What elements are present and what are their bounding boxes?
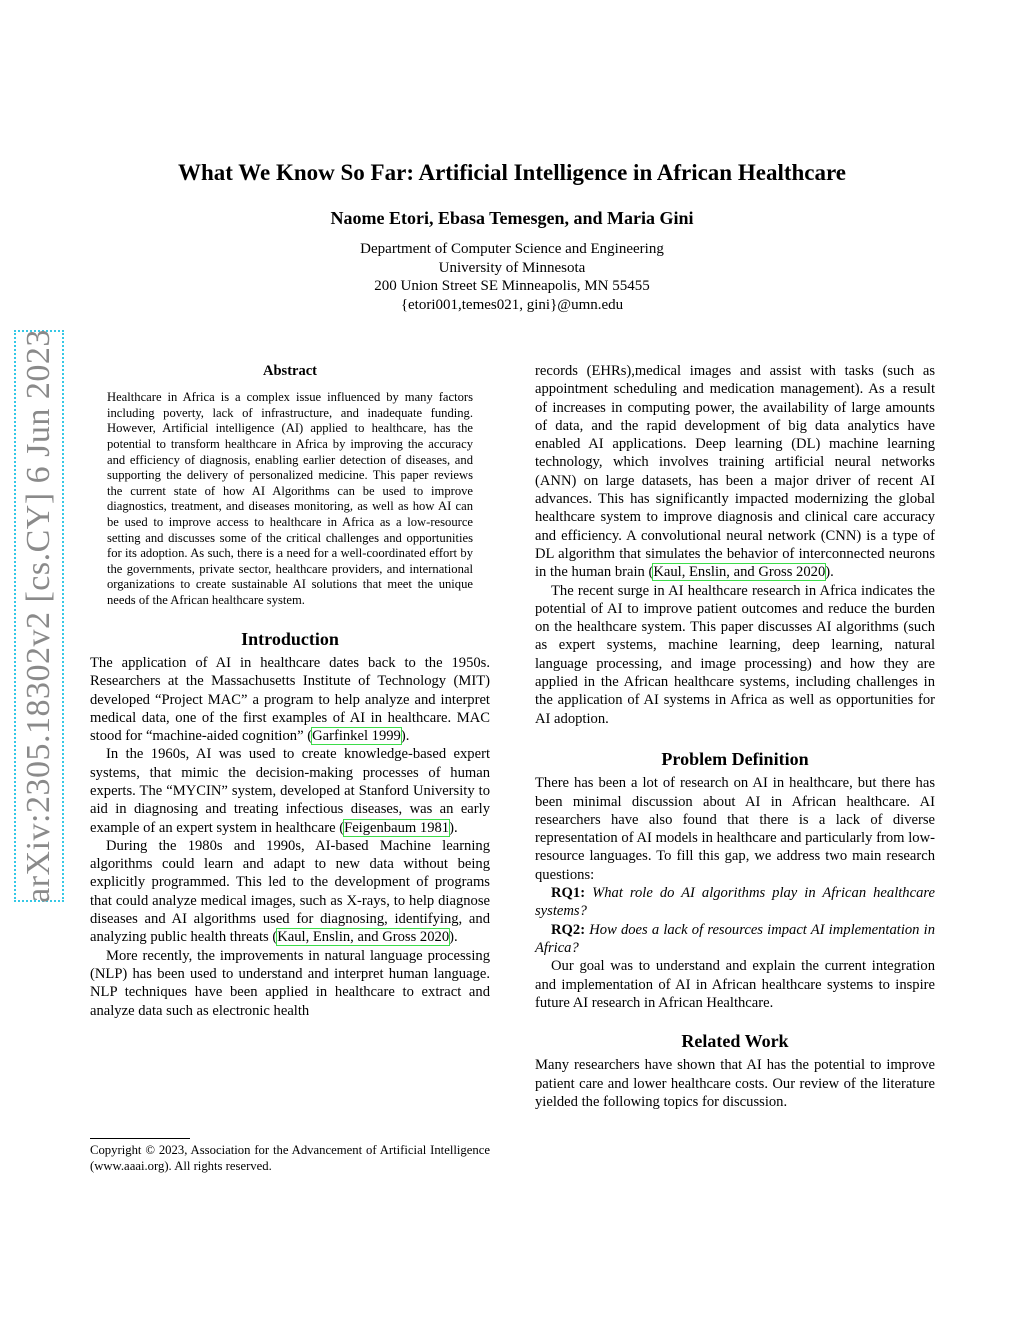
right-column (535, 362, 935, 1111)
arxiv-identifier: arXiv:2305.18302v2 [cs.CY] 6 Jun 2023 (20, 329, 57, 903)
affiliation-emails: {etori001,temes021, gini}@umn.edu (400, 296, 624, 313)
problem-definition-heading: Problem Definition (661, 748, 809, 769)
abstract-heading: Abstract (263, 363, 317, 379)
intro-p1-text: The application of AI in healthcare dates back to the 1950s. Researchers at the Massachusetts Institute of Technology (MIT) developed “Project MAC” a program to help analyze and interpret medical data, one of the first examples of AI in healthcare. MAC stood for “machine-aided cognition” ( (90, 654, 490, 745)
affiliation-university: University of Minnesota (438, 259, 586, 276)
right-p1-end: ). (825, 564, 834, 581)
intro-p2-end: ). (449, 819, 458, 836)
citation-author: Kaul, Enslin, and Gross (653, 564, 793, 581)
citation-year: 1999 (371, 728, 401, 745)
rq1-text: What role do AI algorithms play in African healthcare systems? (535, 885, 935, 920)
intro-paragraph-3 (90, 837, 490, 947)
problem-paragraph-2: Our goal was to understand and explain the current integration and implementation of AI in African healthcare systems to inspire future AI research in African Healthcare. (535, 958, 935, 1011)
intro-paragraph-1 (90, 654, 490, 745)
right-p1-text: records (EHRs),medical images and assist with tasks (such as appointment scheduling and medication management). As a result of increases in computing power, the availability of large amounts of data, and the rapid development of big data analytics have enabled AI applications. Deep learning (DL) machine learning technology, which involves training artificial neural networks (ANN) on large datasets, has been a major driver of recent AI advances. This has significantly impacted modernizing the global healthcare system to improve diagnosis and clinical care accuracy and efficiency. A convolutional neural network (CNN) is a type of DL algorithm that simulates the behavior of interconnected neurons in the human brain ( (535, 363, 935, 581)
research-question-1 (535, 884, 935, 921)
problem-paragraph-1: There has been a lot of research on AI in healthcare, but there has been minimal discussion about AI in African healthcare. AI researchers have also found that there is a lack of diverse representation of AI models in healthcare and particularly from low-resource languages. To fill this gap, we address two main research questions: (535, 775, 935, 883)
citation-link[interactable] (344, 820, 449, 836)
left-column (90, 362, 490, 1020)
citation-author: Garfinkel (312, 728, 368, 745)
citation-author: Feigenbaum (344, 819, 417, 836)
rq2-text: How does a lack of resources impact AI implementation in Africa? (535, 921, 935, 956)
paper-title: What We Know So Far: Artificial Intelligence in African Healthcare (178, 160, 846, 185)
intro-paragraph-2 (90, 745, 490, 836)
copyright-footnote: Copyright © 2023, Association for the Advancement of Artificial Intelligence (www.aaai.org). All rights reserved. (90, 1143, 490, 1173)
intro-p1-end: ). (400, 728, 410, 745)
citation-author: Kaul, Enslin, and Gross (277, 929, 417, 946)
research-question-2 (535, 921, 935, 958)
affiliation-address: 200 Union Street SE Minneapolis, MN 55455 (374, 278, 650, 294)
intro-p3-end: ). (449, 929, 458, 946)
right-paragraph-2: The recent surge in AI healthcare research in Africa indicates the potential of AI to improve patient outcomes and reduce the burden on the healthcare system. This paper discusses AI algorithms (such as expert systems, machine learning, deep learning, natural language processing, and image processing) and how they are applied in the African healthcare systems, including challenges in the application of AI systems in Africa as well as opportunities for AI adoption. (535, 582, 935, 727)
intro-p3-text: During the 1980s and 1990s, AI-based Machine learning algorithms could learn and adapt to new data without being explicitly programmed. This led to the development of programs that could analyze medical images, such as X-rays, to help diagnose diseases and AI algorithms used for diagnosing, identifying, and analyzing public health threats ( (90, 837, 490, 946)
abstract-text: Healthcare in Africa is a complex issue influenced by many factors including poverty, lack of infrastructure, and inadequate funding. However, Artificial intelligence (AI) applied to healthcare, has the potential to transform healthcare in Africa by improving the accuracy and efficiency of diagnosis, enabling earlier detection of diseases, and supporting the delivery of personalized medicine. This paper reviews the current state of how AI Algorithms can be used to improve diagnostics, treatment, and diseases monitoring, as well as how AI can be used to improve access to healthcare in Africa as a low-resource setting and discusses some of the critical challenges and opportunities for its adoption. As such, there is a need for a well-coordinated effort by the governments, private sector, healthcare providers, and international organizations to create sustainable AI solutions that meet the unique needs of the African healthcare system. (107, 390, 473, 608)
affiliation-department: Department of Computer Science and Engineering (360, 241, 664, 257)
citation-year: 2020 (419, 929, 450, 946)
related-work-paragraph-1: Many researchers have shown that AI has the potential to improve patient care and lower healthcare costs. Our review of the literature yielded the following topics for discussion. (535, 1057, 935, 1110)
citation-year: 1981 (419, 819, 450, 836)
citation-link[interactable] (277, 929, 449, 945)
intro-paragraph-4: More recently, the improvements in natural language processing (NLP) has been used to understand and interpret human language. NLP techniques have been applied in healthcare to extract and analyze data such as electronic health (90, 947, 490, 1019)
rq1-label: RQ1: (551, 885, 586, 902)
citation-link[interactable] (653, 564, 825, 580)
affiliation-block (0, 240, 1024, 314)
introduction-heading: Introduction (241, 628, 339, 649)
intro-p2-text: In the 1960s, AI was used to create knowledge-based expert systems, that mimic the decision-making processes of human experts. The “MYCIN” system, developed at Stanford University to aid in diagnosing and treating infectious diseases, was an early example of an expert system in healthcare ( (90, 746, 490, 836)
related-work-heading: Related Work (681, 1031, 789, 1052)
citation-link[interactable] (312, 728, 401, 744)
right-paragraph-1 (535, 362, 935, 582)
citation-year: 2020 (796, 564, 826, 581)
rq2-label: RQ2: (551, 921, 586, 938)
paper-authors: Naome Etori, Ebasa Temesgen, and Maria Gini (330, 208, 694, 228)
